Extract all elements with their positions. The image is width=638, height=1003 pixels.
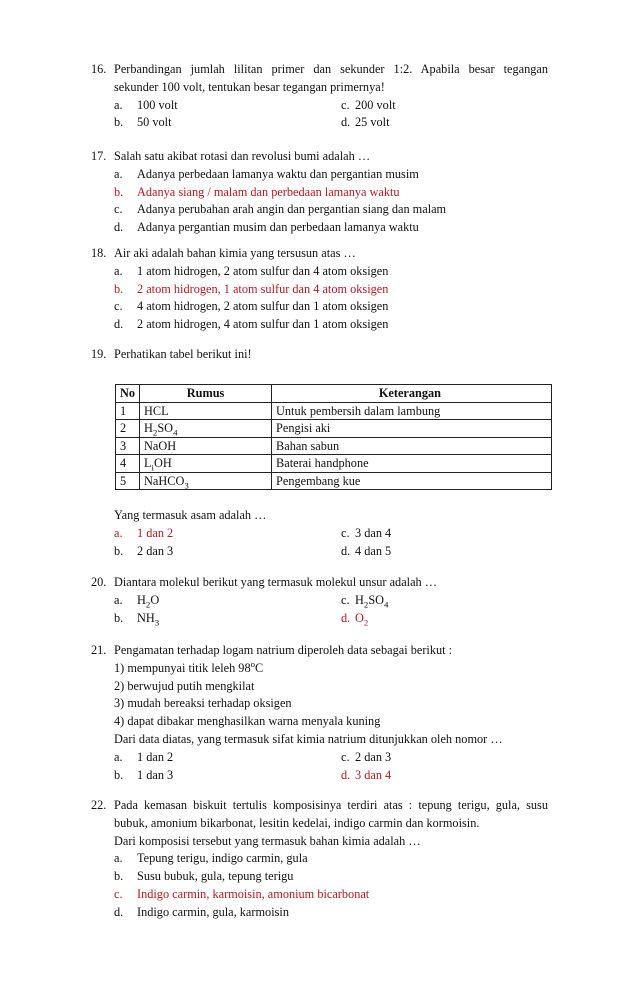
question-19-options — [91, 507, 548, 560]
cell-no: 4 — [116, 455, 140, 473]
option-a[interactable]: a. Adanya perbedaan lamanya waktu dan pergantian musim — [114, 166, 419, 181]
cell-keterangan: Pengisi aki — [272, 420, 552, 438]
question-20 — [91, 574, 548, 627]
data-item-4: 4) dapat dibakar menghasilkan warna menyala kuning — [114, 714, 381, 729]
cell-no: 5 — [116, 472, 140, 490]
question-17 — [91, 148, 548, 237]
question-stem: Air aki adalah bahan kimia yang tersusun atas … — [114, 246, 356, 260]
cell-no: 1 — [116, 402, 140, 420]
option-c[interactable]: c. 4 atom hidrogen, 2 atom sulfur dan 1 atom oksigen — [114, 299, 389, 314]
question-number: 16. — [91, 62, 107, 76]
option-c-answer[interactable]: c. Indigo carmin, karmoisin, amonium bicarbonat — [114, 886, 370, 901]
option-a[interactable]: a. $H_2O$ — [114, 592, 160, 610]
question-ask: Yang termasuk asam adalah … — [114, 508, 267, 522]
col-header-rumus: Rumus — [140, 385, 272, 403]
cell-keterangan: Bahan sabun — [272, 437, 552, 455]
question-21 — [91, 642, 548, 784]
data-item-2: 2) berwujud putih mengkilat — [114, 678, 255, 693]
option-d-answer[interactable]: d. $O_2$ — [341, 610, 369, 628]
question-stem: Perhatikan tabel berikut ini! — [114, 347, 252, 361]
option-a-answer[interactable]: a. 1 dan 2 — [114, 525, 174, 540]
option-b-answer[interactable]: b. Adanya siang / malam dan perbedaan lamanya waktu — [114, 184, 400, 199]
question-number: 19. — [91, 347, 107, 361]
option-d[interactable]: d. Adanya pergantian musim dan perbedaan lamanya waktu — [114, 220, 419, 235]
cell-rumus: $L_iOH$ — [140, 455, 272, 473]
option-c[interactable]: c. Adanya perubahan arah angin dan pergantian siang dan malam — [114, 202, 447, 217]
question-number: 20. — [91, 575, 107, 589]
question-stem: Perbandingan jumlah lilitan primer dan sekunder 1:2. Apabila besar tegangan — [114, 62, 548, 76]
col-header-keterangan: Keterangan — [272, 385, 552, 403]
question-stem: Diantara molekul berikut yang termasuk molekul unsur adalah … — [114, 575, 438, 589]
cell-rumus: NaHCO$_3$ — [140, 472, 272, 490]
option-d[interactable]: d. 4 dan 5 — [341, 543, 392, 558]
question-stem: Pengamatan terhadap logam natrium diperoleh data sebagai berikut : — [114, 643, 453, 657]
cell-no: 3 — [116, 437, 140, 455]
option-b[interactable]: b. Susu bubuk, gula, tepung terigu — [114, 869, 294, 884]
question-stem: Pada kemasan biskuit tertulis komposisinya terdiri atas : tepung terigu, gula, susu — [114, 798, 548, 812]
option-c[interactable]: c. 200 volt — [341, 97, 396, 112]
table-header-row — [116, 385, 552, 403]
option-a[interactable]: a. Tepung terigu, indigo carmin, gula — [114, 851, 308, 866]
question-number: 22. — [91, 798, 107, 812]
data-item-1: 1) mempunyai titik leleh 98$^o$C — [114, 658, 264, 675]
option-b-answer[interactable]: b. 2 atom hidrogen, 1 atom sulfur dan 4 atom oksigen — [114, 281, 389, 296]
option-d[interactable]: d. Indigo carmin, gula, karmoisin — [114, 904, 289, 919]
table-row — [116, 455, 552, 473]
question-number: 18. — [91, 246, 107, 260]
option-b[interactable]: b. $NH_3$ — [114, 610, 160, 628]
option-a[interactable]: a. 100 volt — [114, 97, 178, 112]
question-stem-cont: bubuk, amonium bikarbonat, lesitin kedelai, indigo carmin dan kormoisin. — [114, 815, 480, 830]
question-18 — [91, 245, 548, 334]
question-22 — [91, 797, 548, 922]
question-19 — [91, 346, 548, 364]
question-number: 21. — [91, 643, 107, 657]
option-c[interactable]: c. 3 dan 4 — [341, 525, 392, 540]
question-number: 17. — [91, 149, 107, 163]
question-16 — [91, 61, 548, 132]
table-row — [116, 472, 552, 490]
option-b[interactable]: b. 1 dan 3 — [114, 767, 174, 782]
option-b[interactable]: b. 50 volt — [114, 115, 172, 130]
data-item-3: 3) mudah bereaksi terhadap oksigen — [114, 696, 292, 711]
table-row — [116, 402, 552, 420]
question-stem-cont: sekunder 100 volt, tentukan besar tegangan primernya! — [114, 79, 385, 94]
cell-keterangan: Pengembang kue — [272, 472, 552, 490]
option-c[interactable]: c. 2 dan 3 — [341, 749, 392, 764]
cell-keterangan: Untuk pembersih dalam lambung — [272, 402, 552, 420]
option-c[interactable]: c. $H_2SO_4$ — [341, 592, 389, 610]
cell-rumus: $H_2SO_4$ — [140, 420, 272, 438]
option-a[interactable]: a. 1 atom hidrogen, 2 atom sulfur dan 4 atom oksigen — [114, 263, 389, 278]
table-row — [116, 437, 552, 455]
col-header-no: No — [116, 385, 140, 403]
cell-keterangan: Baterai handphone — [272, 455, 552, 473]
cell-rumus: HCL — [140, 402, 272, 420]
option-a[interactable]: a. 1 dan 2 — [114, 749, 174, 764]
option-d[interactable]: d. 25 volt — [341, 115, 390, 130]
option-b[interactable]: b. 2 dan 3 — [114, 543, 174, 558]
formula-table — [115, 384, 552, 490]
question-ask: Dari komposisi tersebut yang termasuk bahan kimia adalah … — [114, 833, 421, 848]
option-d-answer[interactable]: d. 3 dan 4 — [341, 767, 392, 782]
cell-no: 2 — [116, 420, 140, 438]
question-stem: Salah satu akibat rotasi dan revolusi bumi adalah … — [114, 149, 371, 163]
table-row — [116, 420, 552, 438]
option-d[interactable]: d. 2 atom hidrogen, 4 atom sulfur dan 1 atom oksigen — [114, 317, 389, 332]
cell-rumus: NaOH — [140, 437, 272, 455]
question-ask: Dari data diatas, yang termasuk sifat kimia natrium ditunjukkan oleh nomor … — [114, 731, 503, 746]
